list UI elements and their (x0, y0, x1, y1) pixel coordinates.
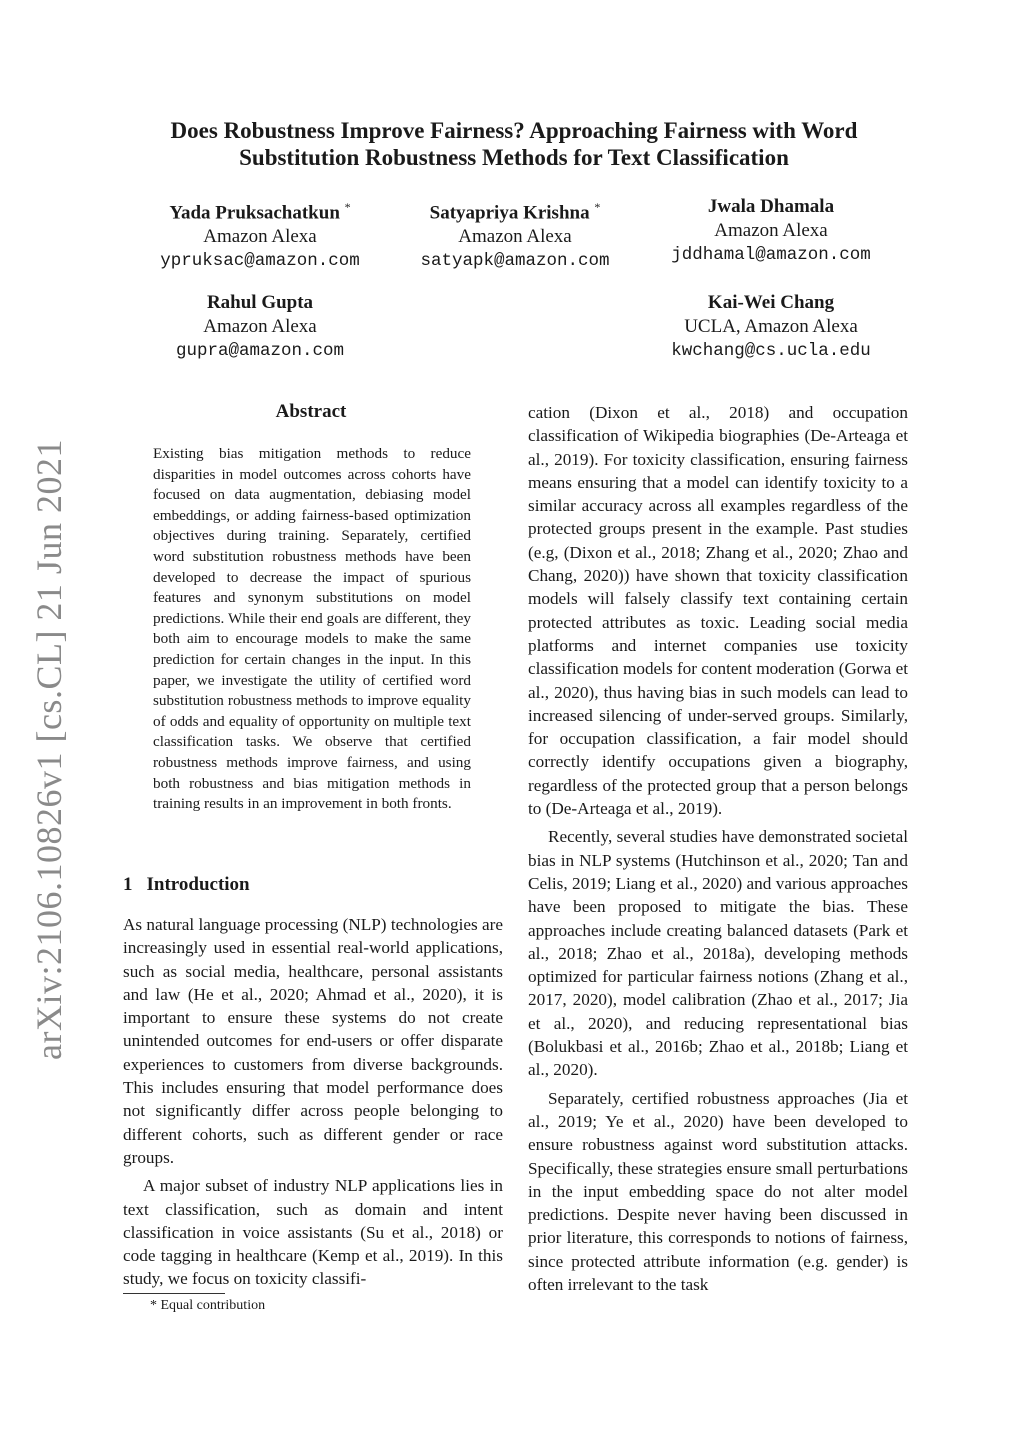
abstract-text: Existing bias mitigation methods to reduce disparities in model outcomes across cohorts have focused on data augmentation, debiasing model embeddings, or adding fairness-based optimization objectives during training. Separately, certified word substitution robustness methods have been developed to decrease the impact of spurious features and synonym substitutions on model predictions. While their end goals are different, they both aim to encourage models to make the same prediction for certain changes in the input. In this paper, we investigate the utility of certified word substitution robustness methods to improve equality of odds and equality of opportunity on multiple text classification tasks. We observe that certified robustness methods improve fairness, and using both robustness and bias mitigation methods in training results in an improvement in both fronts. (153, 445, 471, 813)
author-email[interactable]: satyapk@amazon.com (420, 251, 610, 272)
title-line-2: Substitution Robustness Methods for Text Classification (239, 145, 789, 170)
paragraph: Separately, certified robustness approaches (Jia et al., 2019; Ye et al., 2020) have been developed to ensure robustness against word substitution attacks. Specifically, these strategies ensure small perturbations in the input embedding space do not alter model predictions. Despite never having been discussed in prior literature, this corresponds to notions of fairness, since protected attribute information (e.g. gender) is often irrelevant to the task (528, 1088, 908, 1294)
author-name: Kai-Wei Chang (707, 292, 835, 313)
author-affiliation: Amazon Alexa (714, 220, 828, 241)
footnote-rule (123, 1293, 225, 1294)
paragraph: As natural language processing (NLP) technologies are increasingly used in essential real-world applications, such as social media, healthcare, personal assistants and law (He et al., 2020; Ahmad et al., 2020), it is important to ensure these systems do not create unintended outcomes for end-users or offer disparate experiences to customers from diverse backgrounds. This includes ensuring that model performance does not significantly differ across people belonging to different cohorts, such as different gender or race groups. (123, 915, 503, 1167)
author-block (636, 291, 906, 363)
author-email[interactable]: ypruksac@amazon.com (160, 251, 360, 272)
author-mark: * (344, 200, 351, 214)
section-number: 1 (123, 874, 133, 895)
paper-title (112, 117, 916, 171)
paragraph: cation (Dixon et al., 2018) and occupation classification of Wikipedia biographies (De-Arteaga et al., 2019). For toxicity classification, ensuring fairness means ensuring that a model can identify toxicity to a similar accuracy across all examples regardless of the protected groups present in the example. Past studies (e.g, (Dixon et al., 2018; Zhang et al., 2020; Zhao and Chang, 2020)) have shown that toxicity classification models will falsely classify text containing certain protected attributes as toxic. Leading social media platforms and internet companies use toxicity classification models for content moderation (Gorwa et al., 2020), thus having bias in such models can lead to increased silencing of under-served groups. Similarly, for occupation classification, a fair model should correctly identify occupations given a biography, regardless of the protected group that a person belongs to (De-Arteaga et al., 2019). (528, 403, 908, 819)
section-heading (123, 874, 264, 896)
right-column (528, 401, 908, 1296)
author-name: Rahul Gupta (206, 292, 314, 313)
author-name: Satyapriya Krishna (429, 202, 590, 224)
left-column (123, 913, 503, 1291)
author-mark: * (594, 200, 601, 214)
footnote: * Equal contribution (150, 1298, 266, 1313)
author-block (380, 195, 650, 273)
title-line-1: Does Robustness Improve Fairness? Approaching Fairness with Word (170, 118, 858, 143)
arxiv-identifier: arXiv:2106.10826v1 [cs.CL] 21 Jun 2021 (29, 439, 69, 1060)
author-affiliation: Amazon Alexa (203, 226, 317, 248)
author-name: Jwala Dhamala (707, 196, 835, 217)
author-affiliation: UCLA, Amazon Alexa (684, 316, 858, 337)
author-affiliation: Amazon Alexa (203, 316, 317, 337)
abstract-heading: Abstract (275, 401, 347, 422)
author-email[interactable]: kwchang@cs.ucla.edu (671, 341, 871, 361)
paragraph: A major subset of industry NLP applications lies in text classification, such as domain and intent classification in voice assistants (Su et al., 2018) or code tagging in healthcare (Kemp et al., 2019). In this study, we focus on toxicity classifi- (123, 1176, 503, 1289)
author-block (636, 195, 906, 267)
author-email[interactable]: jddhamal@amazon.com (671, 245, 871, 265)
author-affiliation: Amazon Alexa (458, 226, 572, 248)
author-block (125, 195, 395, 273)
paragraph: Recently, several studies have demonstrated societal bias in NLP systems (Hutchinson et al., 2020; Tan and Celis, 2019; Liang et al., 2020) and various approaches have been proposed to mitigate the bias. These approaches include creating balanced datasets (Park et al., 2018; Zhao et al., 2018a), developing methods optimized for particular fairness notions (Zhang et al., 2017, 2020), model calibration (Zhao et al., 2017; Jia et al., 2020), and reducing representational bias (Bolukbasi et al., 2016b; Zhao et al., 2018b; Liang et al., 2020). (528, 827, 908, 1080)
section-title: Introduction (146, 874, 250, 895)
author-email[interactable]: gupra@amazon.com (175, 341, 345, 361)
author-name: Yada Pruksachatkun (169, 202, 340, 224)
author-block (125, 291, 395, 363)
